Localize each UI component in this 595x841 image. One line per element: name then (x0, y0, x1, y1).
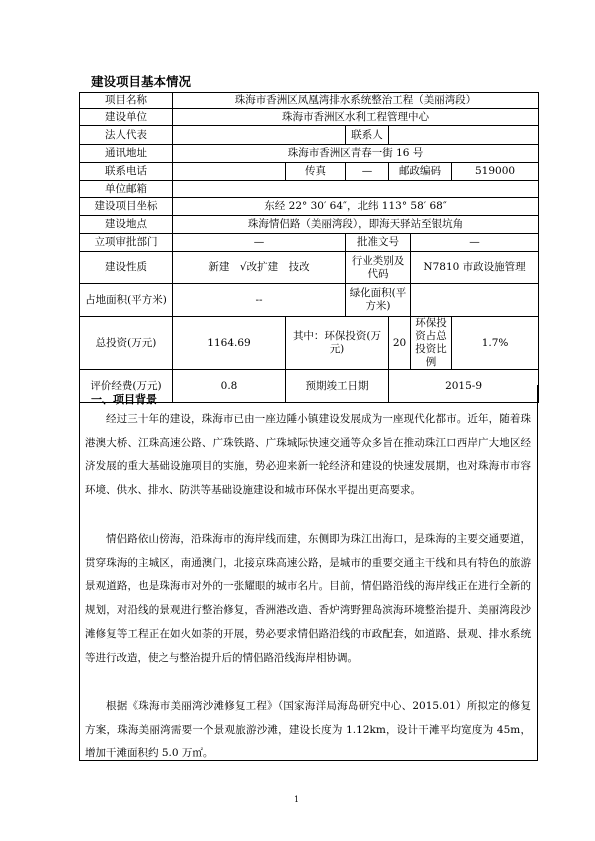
label-project-name: 项目名称 (80, 93, 173, 109)
label-env-investment: 其中：环保投资(万元) (286, 317, 389, 370)
label-total-investment: 总投资(万元) (80, 317, 173, 370)
row-investment (80, 317, 539, 370)
row-phone (80, 163, 539, 181)
label-eval-fee: 评价经费(万元) (80, 370, 173, 403)
label-green-area: 绿化面积(平方米) (346, 284, 411, 317)
value-nature: 新建 √改扩建 技改 (173, 252, 346, 284)
value-env-ratio: 1.7% (452, 317, 539, 370)
page-number: 1 (294, 795, 300, 804)
value-eval-fee: 0.8 (173, 370, 286, 403)
value-green-area (411, 284, 539, 317)
value-total-investment: 1164.69 (173, 317, 286, 370)
row-address (80, 145, 539, 163)
value-address: 珠海市香洲区青春一街 16 号 (173, 145, 539, 163)
value-completion-date: 2015-9 (389, 370, 539, 403)
row-location (80, 216, 539, 234)
background-paragraph: 根据《珠海市美丽湾沙滩修复工程》（国家海洋局海岛研究中心、2015.01）所拟定的修复方案，珠海美丽湾需要一个景观旅游沙滩，建设长度为 1.12km，设计干滩平均宽度为 45m，增加干滩面积约 5.0 万㎡。 (85, 700, 531, 760)
value-coordinates: 东经 22° 30′ 64″，北纬 113° 58′ 68″ (173, 198, 539, 216)
label-legal-rep: 法人代表 (80, 126, 173, 145)
label-completion-date: 预期竣工日期 (286, 370, 389, 403)
row-coordinates (80, 198, 539, 216)
value-env-investment: 20 (389, 317, 411, 370)
label-approval-dept: 立项审批部门 (80, 234, 173, 252)
row-construction-unit (80, 109, 539, 126)
label-env-ratio: 环保投资占总投资比例 (411, 317, 452, 370)
row-area (80, 284, 539, 317)
label-industry-code: 行业类别及代码 (346, 252, 411, 284)
background-paragraph: 情侣路依山傍海，沿珠海市的海岸线而建，东侧即为珠江出海口，是珠海的主要交通要道，贯穿珠海的主城区，南通澳门，北接京珠高速公路，是城市的重要交通主干线和具有特色的旅游景观道路，也是珠海市对外的一张耀眼的城市名片。目前，情侣路沿线的海岸线正在进行全新的规划，对沿线的景观进行整治修复，香洲港改造、香炉湾野狸岛滨海环境整治提升、美丽湾段沙滩修复等工程正在如火如荼的开展，势必要求情侣路沿线的市政配套，如道路、景观、排水系统等进行改造，使之与整治提升后的情侣路沿线海岸相协调。 (85, 533, 531, 664)
value-phone (173, 163, 286, 181)
label-phone: 联系电话 (80, 163, 173, 181)
row-email (80, 181, 539, 198)
value-approval-dept: — (173, 234, 346, 252)
background-title: 一、项目背景 (91, 393, 157, 406)
label-land-area: 占地面积(平方米) (80, 284, 173, 317)
value-approval-no: — (411, 234, 539, 252)
label-construction-unit: 建设单位 (80, 109, 173, 126)
row-nature (80, 252, 539, 284)
label-fax: 传真 (286, 163, 346, 181)
row-legal-rep (80, 126, 539, 145)
label-postcode: 邮政编码 (389, 163, 452, 181)
label-location: 建设地点 (80, 216, 173, 234)
value-fax: — (346, 163, 389, 181)
label-coordinates: 建设项目坐标 (80, 198, 173, 216)
project-info-table (79, 92, 539, 403)
background-paragraph: 经过三十年的建设，珠海市已由一座边陲小镇建设发展成为一座现代化都市。近年，随着珠港澳大桥、江珠高速公路、广珠铁路、广珠城际快速交通等众多旨在推动珠江口西岸广大地区经济发展的重大基础设施项目的实施，势必迎来新一轮经济和建设的快速发展期，也对珠海市市容环境、供水、排水、防洪等基础设施建设和城市环保水平提出更高要求。 (85, 413, 531, 497)
label-approval-no: 批准文号 (346, 234, 411, 252)
label-address: 通讯地址 (80, 145, 173, 163)
value-legal-rep (173, 126, 346, 145)
value-construction-unit: 珠海市香洲区水利工程管理中心 (173, 109, 539, 126)
row-project-name (80, 93, 539, 109)
section-heading: 建设项目基本情况 (91, 74, 192, 89)
value-email (173, 181, 539, 198)
value-industry-code: N7810 市政设施管理 (411, 252, 539, 284)
value-project-name: 珠海市香洲区凤凰湾排水系统整治工程（美丽湾段） (173, 93, 539, 109)
value-location: 珠海情侣路（美丽湾段），即海天驿站至银坑角 (173, 216, 539, 234)
value-land-area: -- (173, 284, 346, 317)
label-email: 单位邮箱 (80, 181, 173, 198)
value-postcode: 519000 (452, 163, 539, 181)
row-approval-dept (80, 234, 539, 252)
label-nature: 建设性质 (80, 252, 173, 284)
value-contact (389, 126, 539, 145)
label-contact: 联系人 (346, 126, 389, 145)
